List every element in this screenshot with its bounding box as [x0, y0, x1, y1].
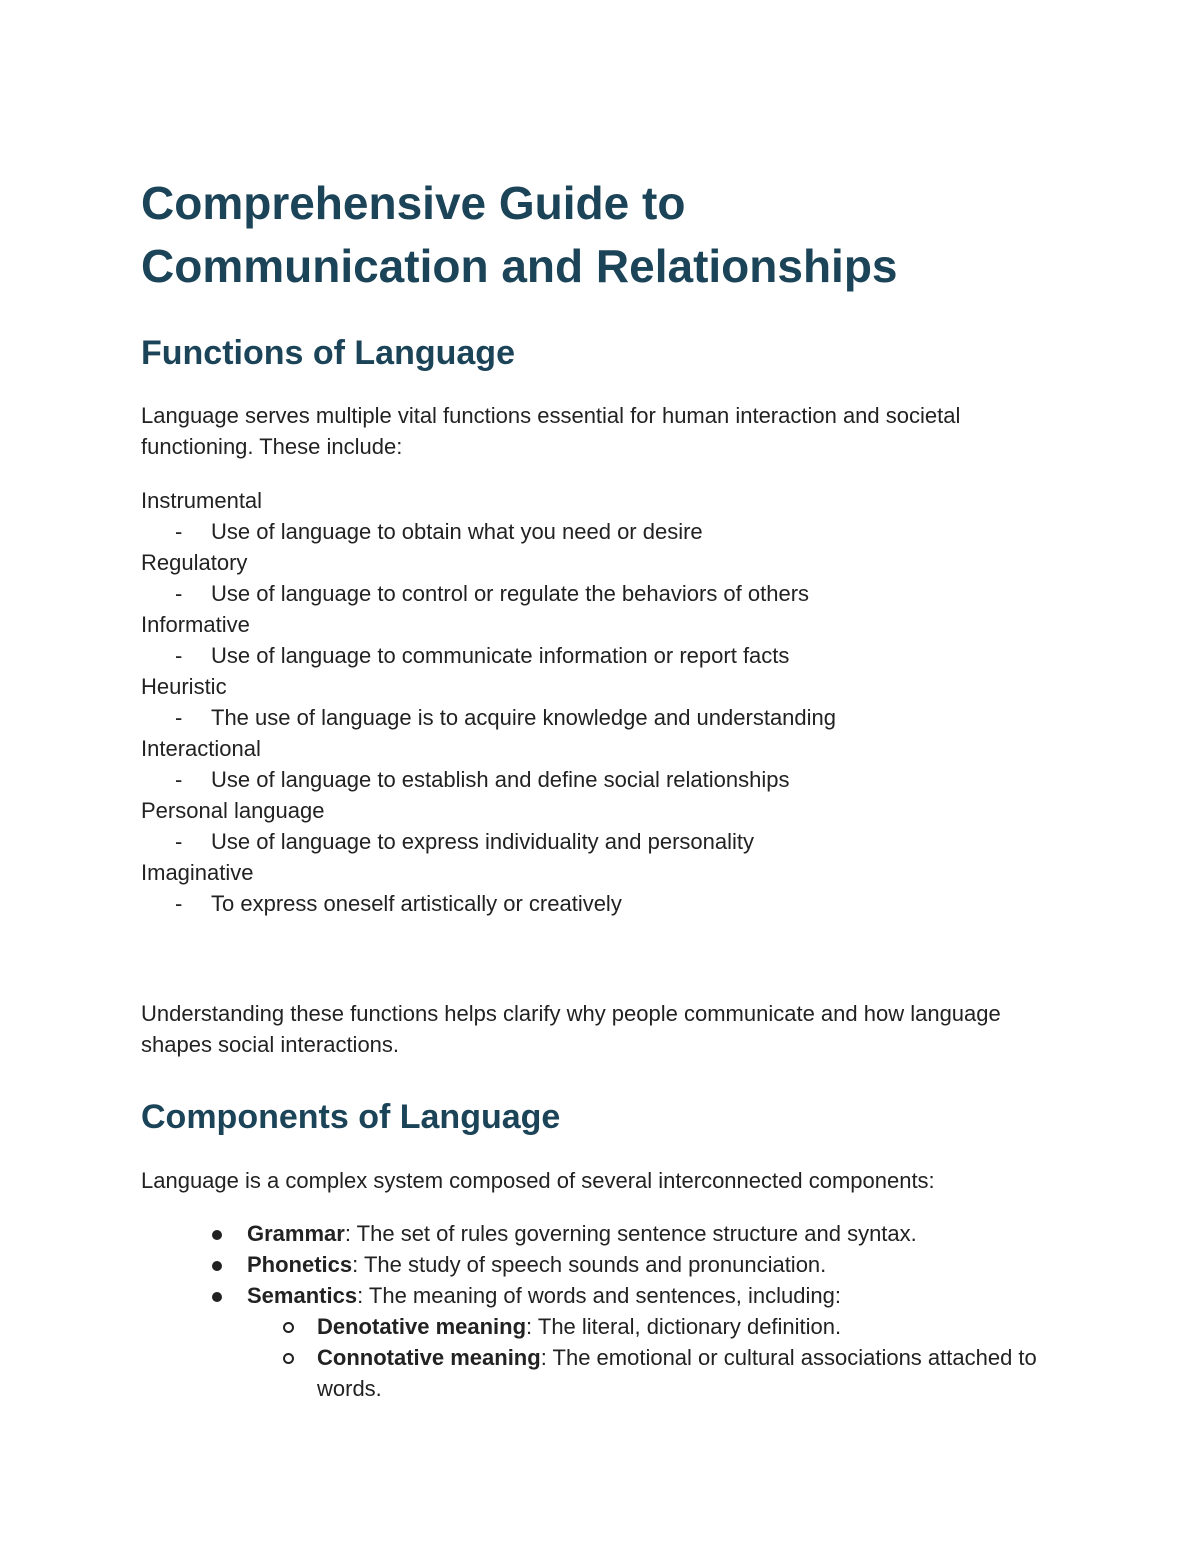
function-description-row — [141, 826, 1041, 857]
dash-marker: - — [175, 829, 183, 854]
function-item-personal-language — [141, 795, 1041, 857]
functions-list — [141, 485, 1041, 919]
function-description: Use of language to communicate information or report facts — [211, 643, 790, 668]
document-page — [141, 172, 1041, 1404]
subitem-denotative-meaning — [141, 1311, 1041, 1342]
function-item-instrumental — [141, 485, 1041, 547]
dash-marker: - — [175, 643, 183, 668]
components-intro: Language is a complex system composed of several interconnected components: — [141, 1168, 935, 1193]
document-title-line2: Communication and Relationships — [141, 240, 898, 292]
bullet-circle-icon — [283, 1353, 294, 1364]
bullet-disc-icon — [212, 1230, 222, 1240]
component-text: : The meaning of words and sentences, including: — [357, 1283, 841, 1308]
function-item-heuristic — [141, 671, 1041, 733]
function-description: Use of language to establish and define social relationships — [211, 767, 790, 792]
function-description-row — [141, 516, 1041, 547]
component-item-grammar — [141, 1218, 1041, 1249]
function-name: Regulatory — [141, 550, 248, 575]
function-name: Imaginative — [141, 860, 254, 885]
function-item-imaginative — [141, 857, 1041, 919]
function-description: Use of language to control or regulate the behaviors of others — [211, 581, 810, 606]
function-name: Interactional — [141, 736, 261, 761]
function-name: Personal language — [141, 798, 325, 823]
function-item-interactional — [141, 733, 1041, 795]
function-name: Informative — [141, 612, 250, 637]
bullet-disc-icon — [212, 1292, 222, 1302]
function-description-row — [141, 888, 1041, 919]
component-term: Semantics — [247, 1283, 358, 1308]
dash-marker: - — [175, 767, 183, 792]
function-item-informative — [141, 609, 1041, 671]
component-term: Grammar — [247, 1221, 345, 1246]
function-description-row — [141, 578, 1041, 609]
function-description: To express oneself artistically or creatively — [211, 891, 622, 916]
dash-marker: - — [175, 705, 183, 730]
dash-marker: - — [175, 519, 183, 544]
function-description: The use of language is to acquire knowledge and understanding — [211, 705, 837, 730]
functions-intro: Language serves multiple vital functions essential for human interaction and societal functioning. These include: — [141, 403, 961, 459]
components-heading: Components of Language — [141, 1098, 561, 1136]
function-description-row — [141, 702, 1041, 733]
function-description: Use of language to obtain what you need or desire — [211, 519, 703, 544]
component-text: : The set of rules governing sentence structure and syntax. — [344, 1221, 917, 1246]
subitem-term: Denotative meaning — [317, 1314, 527, 1339]
subitem-connotative-meaning — [141, 1342, 1041, 1404]
functions-closing: Understanding these functions helps clarify why people communicate and how language shapes social interactions. — [141, 1001, 1001, 1057]
component-item-semantics — [141, 1280, 1041, 1404]
subitem-text: : The emotional or cultural associations attached to words. — [317, 1345, 1037, 1401]
dash-marker: - — [175, 581, 183, 606]
document-title-line1: Comprehensive Guide to — [141, 177, 686, 229]
function-description: Use of language to express individuality and personality — [211, 829, 754, 854]
bullet-circle-icon — [283, 1322, 294, 1333]
component-item-phonetics — [141, 1249, 1041, 1280]
document-title — [141, 172, 1041, 298]
dash-marker: - — [175, 891, 183, 916]
semantics-sublist — [247, 1311, 1041, 1404]
function-name: Heuristic — [141, 674, 227, 699]
component-text: : The study of speech sounds and pronunciation. — [352, 1252, 827, 1277]
subitem-term: Connotative meaning — [317, 1345, 541, 1370]
function-description-row — [141, 640, 1041, 671]
function-description-row — [141, 764, 1041, 795]
components-list — [141, 1218, 1041, 1404]
bullet-disc-icon — [212, 1261, 222, 1271]
component-term: Phonetics — [247, 1252, 353, 1277]
function-name: Instrumental — [141, 488, 263, 513]
subitem-text: : The literal, dictionary definition. — [526, 1314, 842, 1339]
function-item-regulatory — [141, 547, 1041, 609]
functions-heading: Functions of Language — [141, 334, 515, 372]
